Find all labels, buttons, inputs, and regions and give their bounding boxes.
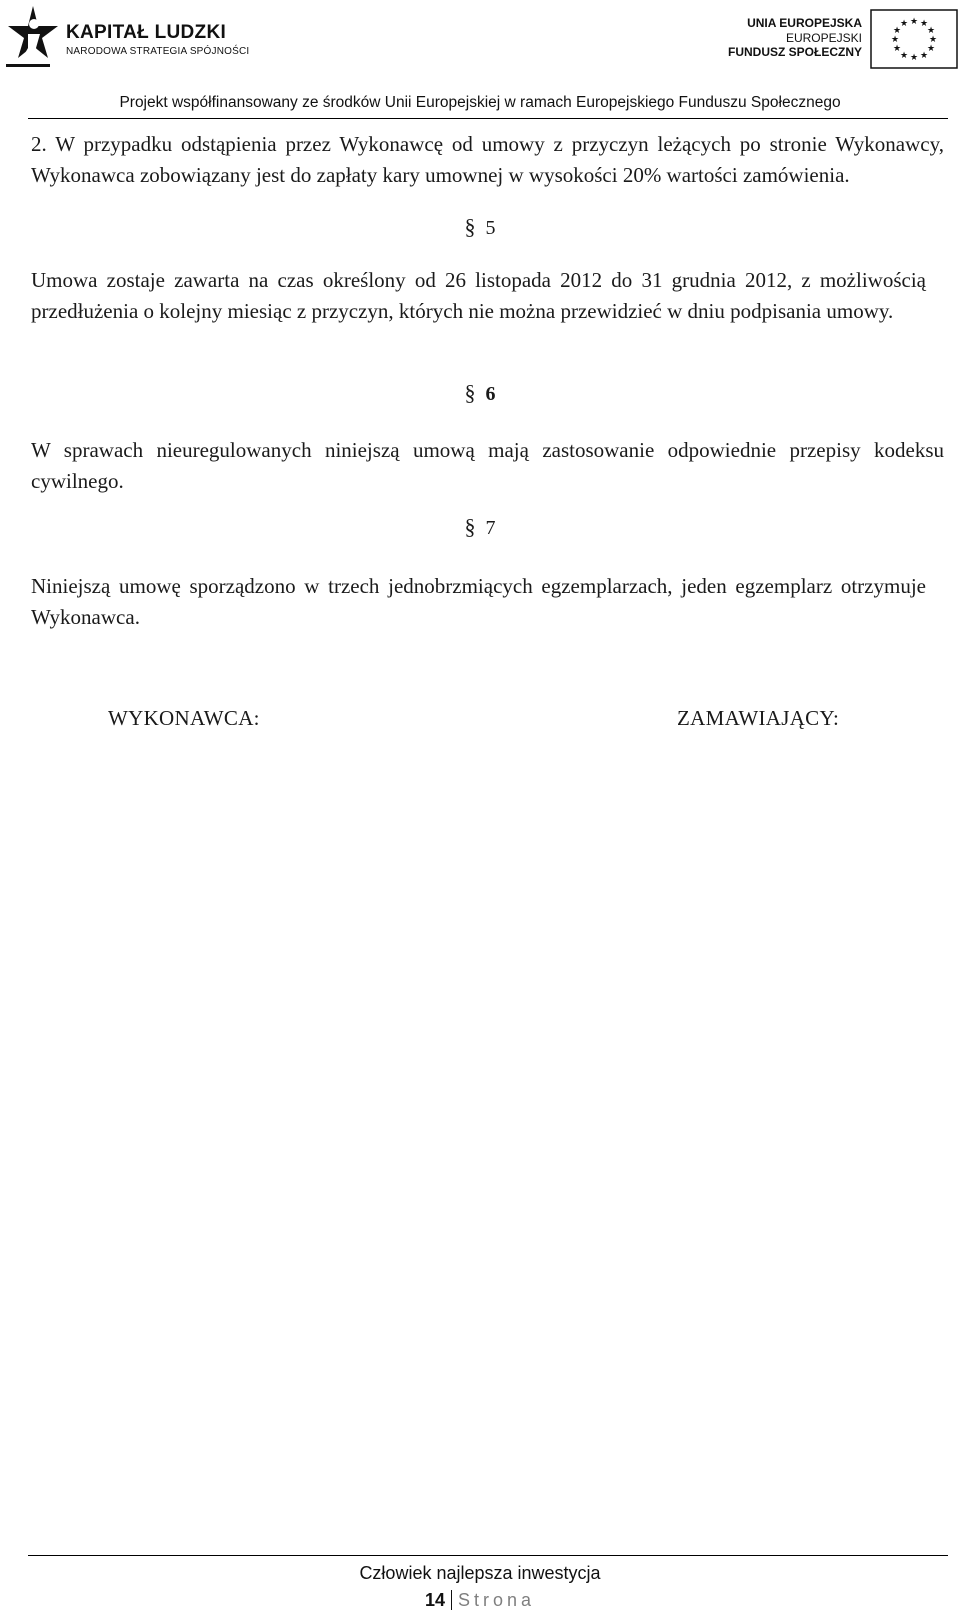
kapital-ludzki-logo <box>4 4 250 70</box>
penalty-clause-item-2: 2. W przypadku odstąpienia przez Wykonawcę od umowy z przyczyn leżących po stronie Wykonawcy, Wykonawca zobowiązany jest do zapłaty kary umownej w wysokości 20% wartości zamówienia. <box>31 132 944 187</box>
section-number-6: 6 <box>485 383 496 405</box>
header-divider <box>28 118 948 119</box>
page-word: Strona <box>457 1590 536 1610</box>
page-number-indicator <box>0 1590 960 1611</box>
kapital-ludzki-subtitle: NARODOWA STRATEGIA SPÓJNOŚCI <box>66 46 250 57</box>
section-5-text: Umowa zostaje zawarta na czas określony od 26 listopada 2012 do 31 grudnia 2012, z możliwością przedłużenia o kolejny miesiąc z przyczyn, których nie można przewidzieć w dniu podpisania umowy. <box>31 268 926 323</box>
svg-text:★: ★ <box>909 17 919 27</box>
section-heading-5 <box>0 214 960 240</box>
section-number-5: 5 <box>485 217 496 239</box>
section-sign-5: § <box>464 214 476 239</box>
eu-line-3: FUNDUSZ SPOŁECZNY <box>727 45 862 59</box>
section-sign-7: § <box>464 514 476 539</box>
page-number-separator <box>451 1590 452 1610</box>
eu-line-1: UNIA EUROPEJSKA <box>747 16 862 30</box>
eu-flag-icon <box>870 9 958 69</box>
svg-text:★: ★ <box>890 35 900 45</box>
footer-motto: Człowiek najlepsza inwestycja <box>359 1563 601 1583</box>
section-heading-7 <box>0 514 960 540</box>
section-6-text: W sprawach nieuregulowanych niniejszą umową mają zastosowanie odpowiednie przepisy kodeksu cywilnego. <box>31 438 944 493</box>
section-number-7: 7 <box>485 517 496 539</box>
section-sign-6: § <box>464 380 476 405</box>
footer-divider <box>28 1555 948 1556</box>
svg-text:★: ★ <box>892 44 902 54</box>
signature-client-label: ZAMAWIAJĄCY: <box>677 706 840 730</box>
svg-text:★: ★ <box>926 26 936 36</box>
signature-contractor-label: WYKONAWCA: <box>108 706 260 730</box>
section-heading-6 <box>0 380 960 406</box>
section-7-text: Niniejszą umowę sporządzono w trzech jednobrzmiących egzemplarzach, jeden egzemplarz otrzymuje Wykonawca. <box>31 574 926 629</box>
svg-text:★: ★ <box>899 19 909 29</box>
svg-text:★: ★ <box>919 19 929 29</box>
svg-text:★: ★ <box>926 44 936 54</box>
svg-text:★: ★ <box>928 35 938 45</box>
kapital-ludzki-name: KAPITAŁ LUDZKI <box>66 22 227 43</box>
svg-text:★: ★ <box>919 51 929 61</box>
svg-text:★: ★ <box>899 51 909 61</box>
svg-text:★: ★ <box>892 26 902 36</box>
svg-text:★: ★ <box>909 53 919 63</box>
project-cofinancing-line: Projekt współfinansowany ze środków Unii Europejskiej w ramach Europejskiego Funduszu Społecznego <box>119 94 841 111</box>
page-number: 14 <box>424 1590 445 1610</box>
eu-logo-text <box>728 16 862 60</box>
eu-line-2: EUROPEJSKI <box>785 30 862 45</box>
kapital-ludzki-emblem-icon <box>4 4 62 70</box>
